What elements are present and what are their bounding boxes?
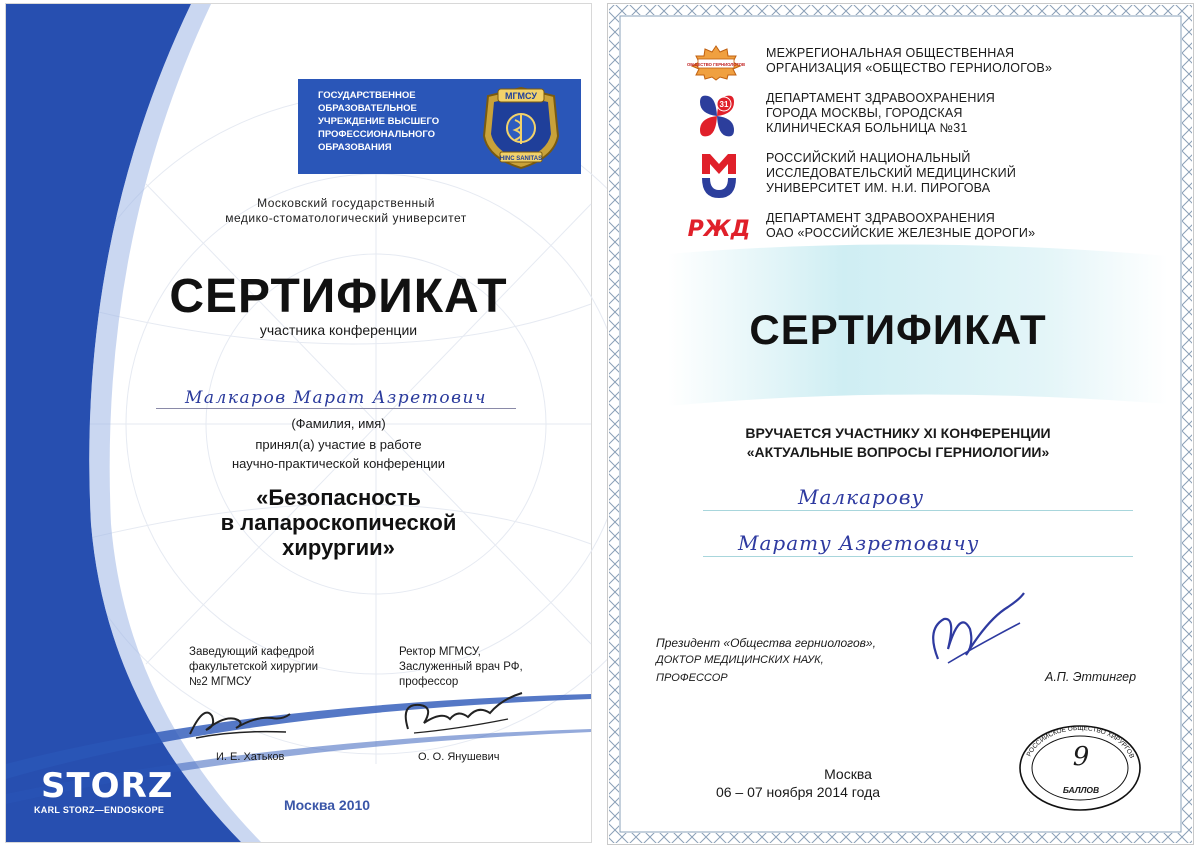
certificate-title: СЕРТИФИКАТ [169,270,508,323]
university-header-line: ОБРАЗОВАНИЯ [318,142,392,153]
recipient-underline-2 [703,556,1133,557]
signature-2-icon [398,689,528,747]
name-caption: (Фамилия, имя) [291,416,386,431]
president-title-line-1: Президент «Общества герниологов», [656,636,876,650]
storz-subtitle: KARL STORZ—ENDOSKOPE [34,805,165,815]
university-header-text [318,89,478,154]
topic-line: «Безопасность [256,485,421,510]
organization-2 [766,91,1166,136]
city: Москва [824,766,872,782]
organization-line: ДЕПАРТАМЕНТ ЗДРАВООХРАНЕНИЯ [766,211,995,225]
university-name-line: медико-стоматологический университет [225,211,467,225]
organization-line: РОССИЙСКИЙ НАЦИОНАЛЬНЫЙ [766,151,971,165]
mgmsu-emblem-icon [476,84,566,170]
topic-line: хирургии» [282,535,395,560]
right-certificate [607,3,1194,845]
city-year: Москва 2010 [284,797,371,813]
left-certificate [5,3,592,843]
participant-name-handwritten: Малкаров Марат Азретович [156,388,516,409]
signatory-title-line: №2 МГМСУ [189,676,252,688]
stamp-ring-text: РОССИЙСКОЕ ОБЩЕСТВО ХИРУРГОВ [1025,724,1136,760]
signatory-title-line: профессор [399,676,459,688]
university-name [176,196,516,226]
signatory-2-name: О. О. Янушевич [418,751,500,763]
organization-line: КЛИНИЧЕСКАЯ БОЛЬНИЦА №31 [766,121,968,135]
organization-3 [766,151,1166,196]
recipient-handwritten-1: Малкарову [798,485,925,509]
society-gear-logo-icon [686,44,746,80]
university-header-line: ГОСУДАРСТВЕННОЕ [318,90,416,101]
signatory-title-line: Заведующий кафедрой [189,646,315,658]
stamp-label: БАЛЛОВ [1062,785,1100,795]
organization-line: УНИВЕРСИТЕТ ИМ. Н.И. ПИРОГОВА [766,181,991,195]
stamp-number: 9 [1072,742,1090,772]
topic-line: в лапароскопической [220,510,457,535]
storz-logo: STORZ [41,766,174,806]
signatory-title-line: Ректор МГМСУ, [399,646,481,658]
organization-line: ОАО «РОССИЙСКИЕ ЖЕЛЕЗНЫЕ ДОРОГИ» [766,226,1036,240]
organization-line: ГОРОДА МОСКВЫ, ГОРОДСКАЯ [766,106,963,120]
hospital-logo-text: 31 [719,100,729,109]
svg-text:МГМСУ: МГМСУ [504,91,538,101]
conference-dates: 06 – 07 ноября 2014 года [715,784,881,800]
award-line-1: ВРУЧАЕТСЯ УЧАСТНИКУ XI КОНФЕРЕНЦИИ [745,425,1051,441]
rzd-logo-text: РЖД [687,217,751,242]
certificate-title: СЕРТИФИКАТ [749,306,1047,353]
university-header-line: ОБРАЗОВАТЕЛЬНОЕ [318,103,417,114]
hospital-31-logo-icon [694,92,740,142]
university-name-line: Московский государственный [257,196,435,210]
president-signature-icon [908,589,1028,679]
signatory-title-line: факультетской хирургии [189,661,319,673]
organization-line: ДЕПАРТАМЕНТ ЗДРАВООХРАНЕНИЯ [766,91,995,105]
svg-text:HINC SANITAS: HINC SANITAS [499,156,543,162]
signature-1-icon [186,694,296,744]
signatory-2-title [399,645,569,690]
president-title-line-3: ПРОФЕССОР [656,672,728,684]
signatory-1-name: И. Е. Хатьков [216,751,285,763]
rzd-logo-icon [687,212,751,242]
pirogov-university-logo-icon [698,150,740,200]
society-logo-text: ОБЩЕСТВО ГЕРНИОЛОГОВ [686,62,746,67]
organization-line: МЕЖРЕГИОНАЛЬНАЯ ОБЩЕСТВЕННАЯ [766,46,1015,60]
participation-text: принял(а) участие в работе [255,437,422,452]
president-title-line-2: ДОКТОР МЕДИЦИНСКИХ НАУК, [656,654,824,666]
organization-1 [766,46,1166,76]
university-header-line: ПРОФЕССИОНАЛЬНОГО [318,129,436,140]
conference-topic [156,485,521,560]
signatory-title-line: Заслуженный врач РФ, [399,661,523,673]
university-header-line: УЧРЕЖДЕНИЕ ВЫСШЕГО [318,116,440,127]
signatory-1-title [189,645,359,690]
certificate-subtitle: участника конференции [259,322,418,338]
organization-line: ИССЛЕДОВАТЕЛЬСКИЙ МЕДИЦИНСКИЙ [766,166,1017,180]
recipient-underline-1 [703,510,1133,511]
award-line-2: «АКТУАЛЬНЫЕ ВОПРОСЫ ГЕРНИОЛОГИИ» [746,444,1050,460]
recipient-handwritten-2: Марату Азретовичу [738,531,980,555]
conference-type: научно-практической конференции [231,456,446,471]
organization-line: ОРГАНИЗАЦИЯ «ОБЩЕСТВО ГЕРНИОЛОГОВ» [766,61,1053,75]
organization-4 [766,211,1166,241]
president-name: А.П. Эттингер [1045,670,1137,684]
